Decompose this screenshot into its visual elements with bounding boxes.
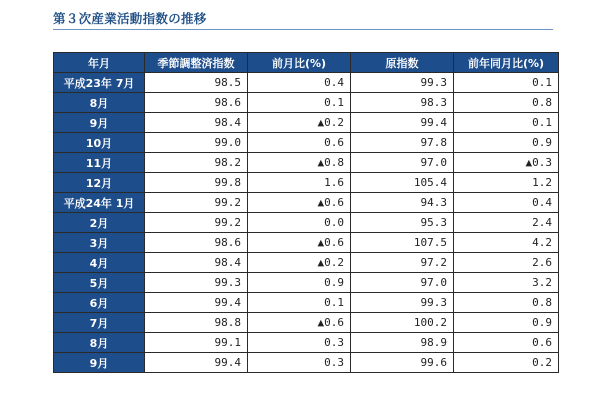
row-mom-cell: 0.1: [248, 293, 351, 313]
row-mom-cell: 1.6: [248, 173, 351, 193]
row-seasonally-adjusted-cell: 99.2: [145, 193, 248, 213]
table-row: [54, 93, 559, 113]
row-yoy-cell: ▲0.3: [454, 153, 559, 173]
row-seasonally-adjusted-cell: 98.5: [145, 73, 248, 93]
row-seasonally-adjusted-cell: 99.4: [145, 293, 248, 313]
row-original-cell: 105.4: [351, 173, 454, 193]
row-mom-cell: 0.4: [248, 73, 351, 93]
row-seasonally-adjusted-cell: 98.4: [145, 113, 248, 133]
row-mom-cell: 0.9: [248, 273, 351, 293]
row-month-cell: 6月: [54, 293, 145, 313]
row-seasonally-adjusted-cell: 98.6: [145, 93, 248, 113]
table-row: [54, 273, 559, 293]
header-seasonally-adjusted: 季節調整済指数: [145, 53, 248, 73]
table-row: [54, 153, 559, 173]
row-month-cell: 10月: [54, 133, 145, 153]
row-seasonally-adjusted-cell: 99.0: [145, 133, 248, 153]
header-original: 原指数: [351, 53, 454, 73]
row-original-cell: 95.3: [351, 213, 454, 233]
row-seasonally-adjusted-cell: 99.8: [145, 173, 248, 193]
table-row: [54, 253, 559, 273]
table-row: [54, 233, 559, 253]
row-seasonally-adjusted-cell: 98.8: [145, 313, 248, 333]
table-row: [54, 193, 559, 213]
row-mom-cell: 0.6: [248, 133, 351, 153]
row-mom-cell: 0.0: [248, 213, 351, 233]
row-month-cell: 12月: [54, 173, 145, 193]
row-month-cell: 8月: [54, 333, 145, 353]
title-underline: [53, 29, 553, 30]
row-original-cell: 100.2: [351, 313, 454, 333]
row-original-cell: 99.6: [351, 353, 454, 373]
row-month-cell: 3月: [54, 233, 145, 253]
index-table: [53, 52, 559, 373]
row-seasonally-adjusted-cell: 99.2: [145, 213, 248, 233]
row-mom-cell: 0.1: [248, 93, 351, 113]
row-yoy-cell: 1.2: [454, 173, 559, 193]
table-body: [54, 73, 559, 373]
row-yoy-cell: 2.6: [454, 253, 559, 273]
table-row: [54, 213, 559, 233]
row-original-cell: 99.3: [351, 73, 454, 93]
row-original-cell: 98.3: [351, 93, 454, 113]
header-mom: 前月比(%): [248, 53, 351, 73]
row-month-cell: 平成24年 1月: [54, 193, 145, 213]
table-row: [54, 73, 559, 93]
row-yoy-cell: 0.1: [454, 113, 559, 133]
row-month-cell: 9月: [54, 113, 145, 133]
row-seasonally-adjusted-cell: 99.1: [145, 333, 248, 353]
row-month-cell: 11月: [54, 153, 145, 173]
row-original-cell: 94.3: [351, 193, 454, 213]
row-yoy-cell: 2.4: [454, 213, 559, 233]
row-month-cell: 7月: [54, 313, 145, 333]
header-yoy: 前年同月比(%): [454, 53, 559, 73]
row-original-cell: 97.2: [351, 253, 454, 273]
row-seasonally-adjusted-cell: 98.6: [145, 233, 248, 253]
row-mom-cell: ▲0.6: [248, 233, 351, 253]
row-yoy-cell: 3.2: [454, 273, 559, 293]
header-row: [54, 53, 559, 73]
row-original-cell: 97.0: [351, 273, 454, 293]
row-month-cell: 5月: [54, 273, 145, 293]
row-yoy-cell: 0.1: [454, 73, 559, 93]
row-month-cell: 2月: [54, 213, 145, 233]
row-mom-cell: ▲0.6: [248, 313, 351, 333]
table-row: [54, 133, 559, 153]
page-title: 第３次産業活動指数の推移: [53, 11, 207, 26]
row-yoy-cell: 0.2: [454, 353, 559, 373]
row-mom-cell: ▲0.6: [248, 193, 351, 213]
row-original-cell: 97.0: [351, 153, 454, 173]
row-month-cell: 4月: [54, 253, 145, 273]
row-mom-cell: 0.3: [248, 353, 351, 373]
row-original-cell: 99.4: [351, 113, 454, 133]
row-seasonally-adjusted-cell: 98.2: [145, 153, 248, 173]
table-header: [54, 53, 559, 73]
table-row: [54, 313, 559, 333]
row-original-cell: 98.9: [351, 333, 454, 353]
table-row: [54, 333, 559, 353]
row-mom-cell: ▲0.8: [248, 153, 351, 173]
row-yoy-cell: 4.2: [454, 233, 559, 253]
header-month: 年月: [54, 53, 145, 73]
row-month-cell: 平成23年 7月: [54, 73, 145, 93]
row-yoy-cell: 0.9: [454, 313, 559, 333]
row-yoy-cell: 0.4: [454, 193, 559, 213]
table-row: [54, 173, 559, 193]
row-original-cell: 107.5: [351, 233, 454, 253]
table-row: [54, 293, 559, 313]
row-month-cell: 9月: [54, 353, 145, 373]
row-yoy-cell: 0.8: [454, 293, 559, 313]
row-month-cell: 8月: [54, 93, 145, 113]
row-yoy-cell: 0.8: [454, 93, 559, 113]
row-mom-cell: 0.3: [248, 333, 351, 353]
row-mom-cell: ▲0.2: [248, 113, 351, 133]
table-row: [54, 353, 559, 373]
row-yoy-cell: 0.9: [454, 133, 559, 153]
row-yoy-cell: 0.6: [454, 333, 559, 353]
table-row: [54, 113, 559, 133]
row-seasonally-adjusted-cell: 99.4: [145, 353, 248, 373]
row-seasonally-adjusted-cell: 99.3: [145, 273, 248, 293]
row-seasonally-adjusted-cell: 98.4: [145, 253, 248, 273]
row-original-cell: 99.3: [351, 293, 454, 313]
row-original-cell: 97.8: [351, 133, 454, 153]
row-mom-cell: ▲0.2: [248, 253, 351, 273]
